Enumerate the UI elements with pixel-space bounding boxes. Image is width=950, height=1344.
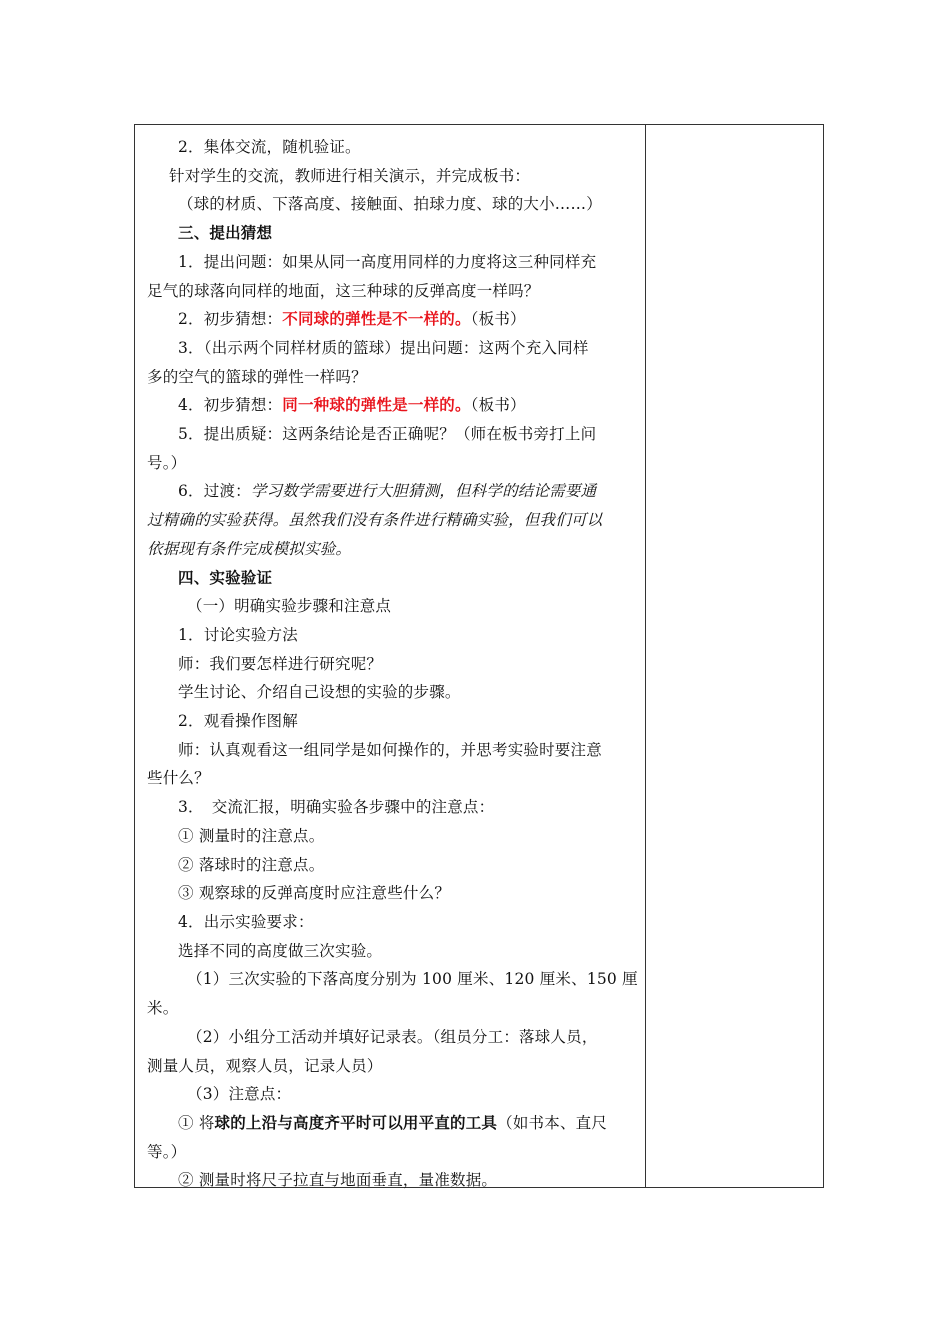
step-2-exchange: 2．集体交流，随机验证。 <box>178 138 361 156</box>
transition-cont-1: 过精确的实验获得。虽然我们没有条件进行精确实验，但我们可以 <box>147 511 603 530</box>
caution-2: ② 测量时将尺子拉直与地面垂直，量准数据。 <box>178 1171 498 1190</box>
caution-1 <box>147 1109 633 1138</box>
question-3: 3．（出示两个同样材质的篮球）提出问题：这两个充入同样 <box>178 338 589 357</box>
lesson-plan-table <box>134 124 824 1188</box>
content-cell <box>135 125 646 1190</box>
caution-1-cont: 等。） <box>147 1142 187 1161</box>
choose-heights: 选择不同的高度做三次实验。 <box>178 941 383 960</box>
requirement-2: （2）小组分工活动并填好记录表。（组员分工：落球人员， <box>187 1027 598 1046</box>
requirement-1: （1）三次实验的下落高度分别为 100 厘米、120 厘米、150 厘 <box>187 970 638 989</box>
transition-cont-2: 依据现有条件完成模拟实验。 <box>147 539 352 558</box>
teacher-question: 师：我们要怎样进行研究呢？ <box>178 654 383 673</box>
teacher-watch-cont: 些什么？ <box>147 769 210 788</box>
section-heading-experiment: 四、实验验证 <box>178 567 273 587</box>
note-observe: ③ 观察球的反弹高度时应注意些什么？ <box>178 884 451 903</box>
guess-1-label: 2．初步猜想： <box>178 310 283 329</box>
transition <box>147 477 633 506</box>
student-discussion: 学生讨论、介绍自己设想的实验的步骤。 <box>178 683 461 702</box>
watch-diagram: 2．观看操作图解 <box>178 712 298 731</box>
caution-1-start: ① 将 <box>178 1113 215 1132</box>
discuss-method: 1．讨论实验方法 <box>178 625 298 644</box>
report-exchange: 3． 交流汇报，明确实验各步骤中的注意点： <box>178 798 495 817</box>
question-1: 1．提出问题：如果从同一高度用同样的力度将这三种同样充 <box>178 252 597 271</box>
notes-cell <box>646 125 823 1187</box>
requirement-2-cont: 测量人员，观察人员，记录人员） <box>147 1056 383 1075</box>
requirement-3: （3）注意点： <box>187 1085 292 1104</box>
guess-2-label: 4．初步猜想： <box>178 396 283 415</box>
teacher-watch: 师：认真观看这一组同学是如何操作的，并思考实验时要注意 <box>178 740 602 759</box>
question-5: 5．提出质疑：这两条结论是否正确呢？（师在板书旁打上问 <box>178 425 597 444</box>
caution-1-bold: 球的上沿与高度齐平时可以用平直的工具 <box>214 1112 498 1132</box>
guess-2-highlight: 同一种球的弹性是一样的。 <box>282 395 471 415</box>
transition-text: 学习数学需要进行大胆猜测，但科学的结论需要通 <box>250 482 597 501</box>
question-1-cont: 足气的球落向同样的地面，这三种球的反弹高度一样吗？ <box>147 281 540 300</box>
note-drop: ② 落球时的注意点。 <box>178 855 325 874</box>
transition-label: 6．过渡： <box>178 482 251 501</box>
question-3-cont: 多的空气的篮球的弹性一样吗？ <box>147 367 367 386</box>
guess-2 <box>147 391 633 420</box>
note-measure: ① 测量时的注意点。 <box>178 826 325 845</box>
subsection-steps: （一）明确实验步骤和注意点 <box>187 597 392 616</box>
guess-2-board: （板书） <box>470 396 526 415</box>
caution-1-end: （如书本、直尺 <box>497 1113 608 1132</box>
section-heading-hypothesis: 三、提出猜想 <box>178 223 273 243</box>
guess-1 <box>147 305 633 334</box>
guess-1-board: （板书） <box>470 310 526 329</box>
guess-1-highlight: 不同球的弹性是不一样的。 <box>282 309 471 329</box>
teacher-demo-note: 针对学生的交流，教师进行相关演示，并完成板书： <box>169 166 531 185</box>
question-5-cont: 号。） <box>147 453 187 472</box>
requirement-1-cont: 米。 <box>147 999 179 1018</box>
board-factors: （球的材质、下落高度、接触面、拍球力度、球的大小……） <box>178 195 602 214</box>
show-requirements: 4．出示实验要求： <box>178 912 314 931</box>
